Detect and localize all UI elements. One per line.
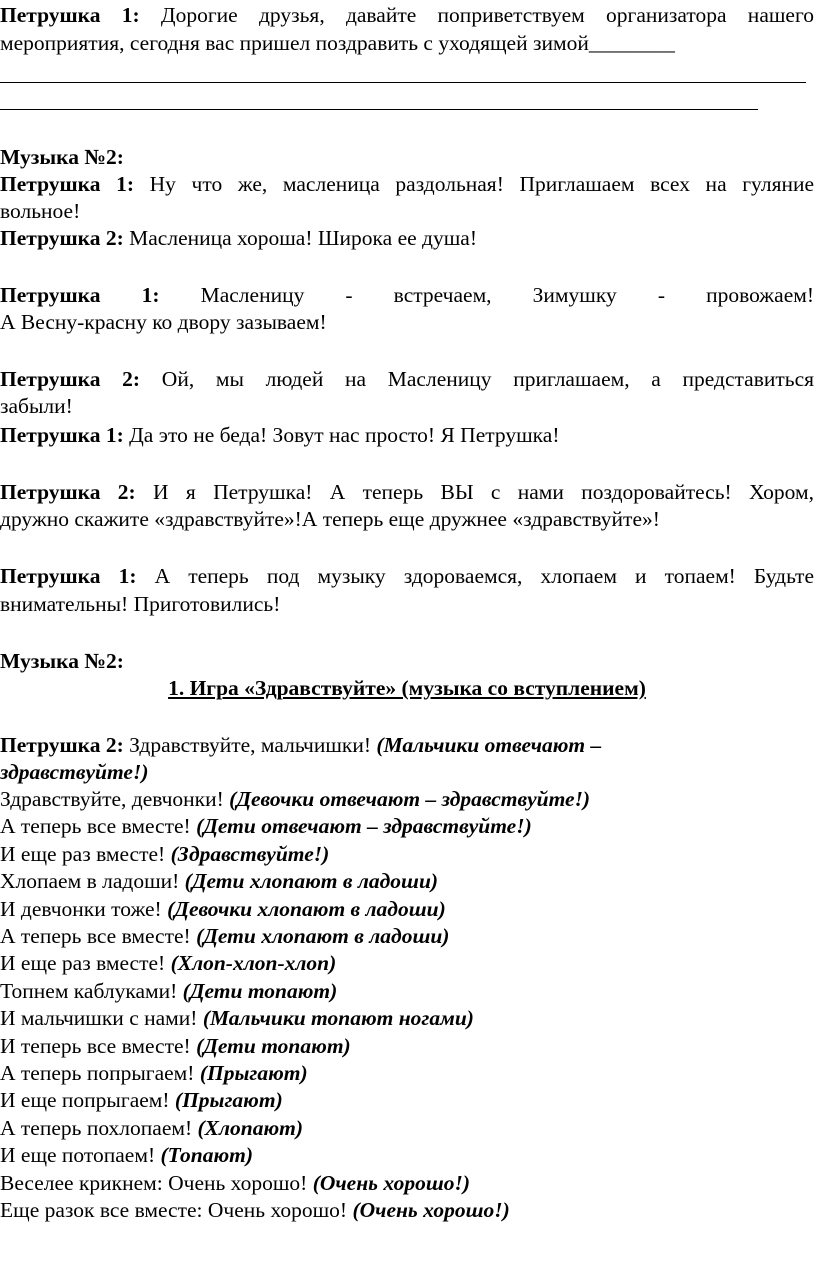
speaker-line: Петрушка 1: Дорогие друзья, давайте поприветствуем организатора нашего xyxy=(0,3,814,27)
section-heading: Музыка №2: xyxy=(0,145,124,169)
game-line-response: (Топают) xyxy=(160,1143,254,1168)
text-line: мероприятия, сегодня вас пришел поздравить с уходящей зимой________ xyxy=(0,31,675,55)
text-line: забыли! xyxy=(0,394,73,418)
game-line xyxy=(0,1170,814,1197)
game-line xyxy=(0,896,814,923)
blank-underline xyxy=(0,82,806,83)
game-line xyxy=(0,813,814,840)
game-line-text: Хлопаем в ладоши! xyxy=(0,869,180,894)
game-line-text: Топнем каблуками! xyxy=(0,978,178,1003)
game-line xyxy=(0,841,814,868)
game-line-text: И теперь все вместе! xyxy=(0,1033,191,1058)
speaker-line: Петрушка 1: Масленицу - встречаем, Зимушку - провожаем! xyxy=(0,283,815,307)
text-line: А Весну-красну ко двору зазываем! xyxy=(0,310,327,334)
speaker-line: Петрушка 1: Да это не беда! Зовут нас просто! Я Петрушка! xyxy=(0,423,560,447)
text-line: дружно скажите «здравствуйте»!А теперь еще дружнее «здравствуйте»! xyxy=(0,507,660,531)
game-line-text: И еще раз вместе! xyxy=(0,841,166,866)
game-line xyxy=(0,1197,814,1224)
speaker-line: Петрушка 1: А теперь под музыку здороваемся, хлопаем и топаем! Будьте xyxy=(0,564,814,588)
game-line-text: Здравствуйте, девчонки! xyxy=(0,787,224,811)
game-line xyxy=(0,923,814,950)
game-line-text: А теперь все вместе! xyxy=(0,814,191,839)
game-line-text: Еще разок все вместе: Очень хорошо! xyxy=(0,1198,348,1222)
game-line xyxy=(0,1115,814,1142)
speaker-line: Петрушка 2: Ой, мы людей на Масленицу приглашаем, а представиться xyxy=(0,367,815,391)
game-line xyxy=(0,1087,814,1114)
game-line-text: И мальчишки с нами! xyxy=(0,1006,198,1031)
game-title: 1. Игра «Здравствуйте» (музыка со вступлением) xyxy=(168,676,646,700)
text-line: здравствуйте!) xyxy=(0,760,149,784)
game-line-response: (Здравствуйте!) xyxy=(170,841,330,866)
section-heading: Музыка №2: xyxy=(0,649,124,673)
speaker-line: Петрушка 1: Ну что же, масленица раздольная! Приглашаем всех на гуляние xyxy=(0,172,815,196)
game-line xyxy=(0,1142,814,1169)
game-line xyxy=(0,786,814,813)
game-line-text: И еще потопаем! xyxy=(0,1143,156,1168)
game-line-response: (Хлопают) xyxy=(197,1115,304,1140)
speaker-label: Петрушка 2: xyxy=(0,733,124,757)
speaker-line: Петрушка 2: И я Петрушка! А теперь ВЫ с нами поздоровайтесь! Хором, xyxy=(0,480,815,504)
game-line-response: (Дети топают) xyxy=(196,1033,351,1058)
game-line-response: (Хлоп-хлоп-хлоп) xyxy=(170,951,337,976)
game-line xyxy=(0,1033,814,1060)
game-line-response: (Очень хорошо!) xyxy=(312,1170,471,1195)
game-line-text: А теперь попрыгаем! xyxy=(0,1061,195,1085)
speaker-line: Петрушка 2: Масленица хороша! Широка ее душа! xyxy=(0,226,478,250)
game-line-response: (Прыгают) xyxy=(174,1088,283,1113)
game-line-text: А теперь все вместе! xyxy=(0,924,191,948)
speaker-label: Петрушка 2: xyxy=(0,226,124,250)
game-line-response: (Дети топают) xyxy=(182,978,338,1003)
game-line-response: (Девочки отвечают – здравствуйте!) xyxy=(229,787,591,811)
game-line-response: (Прыгают) xyxy=(199,1061,308,1085)
game-line-text: А теперь похлопаем! xyxy=(0,1115,193,1140)
speaker-label: Петрушка 1: xyxy=(0,564,137,588)
speaker-label: Петрушка 2: xyxy=(0,480,136,504)
speaker-label: Петрушка 1: xyxy=(0,283,160,307)
game-line xyxy=(0,950,814,977)
game-line-response: (Дети отвечают – здравствуйте!) xyxy=(196,814,532,839)
game-line-response: (Дети хлопают в ладоши) xyxy=(184,869,439,894)
game-line-response: (Мальчики топают ногами) xyxy=(202,1006,474,1031)
game-line xyxy=(0,1005,814,1032)
speaker-label: Петрушка 2: xyxy=(0,367,141,391)
game-line-response: (Девочки хлопают в ладоши) xyxy=(167,896,446,921)
game-line xyxy=(0,868,814,895)
blank-underline xyxy=(0,109,758,110)
speaker-label: Петрушка 1: xyxy=(0,3,140,27)
game-line xyxy=(0,978,814,1005)
text-line: внимательны! Приготовились! xyxy=(0,592,281,616)
game-line-text: И еще попрыгаем! xyxy=(0,1088,170,1113)
game-line-response: (Дети хлопают в ладоши) xyxy=(196,924,450,948)
speaker-label: Петрушка 1: xyxy=(0,172,135,196)
game-line-text: И еще раз вместе! xyxy=(0,951,166,976)
speaker-line: Петрушка 2: Здравствуйте, мальчишки! (Мальчики отвечают – xyxy=(0,733,602,757)
game-line-response: (Очень хорошо!) xyxy=(352,1198,510,1222)
text-line: вольное! xyxy=(0,199,81,223)
game-line xyxy=(0,1060,814,1087)
game-line-text: Веселее крикнем: Очень хорошо! xyxy=(0,1170,308,1195)
game-line-text: И девчонки тоже! xyxy=(0,896,162,921)
speaker-label: Петрушка 1: xyxy=(0,423,124,447)
